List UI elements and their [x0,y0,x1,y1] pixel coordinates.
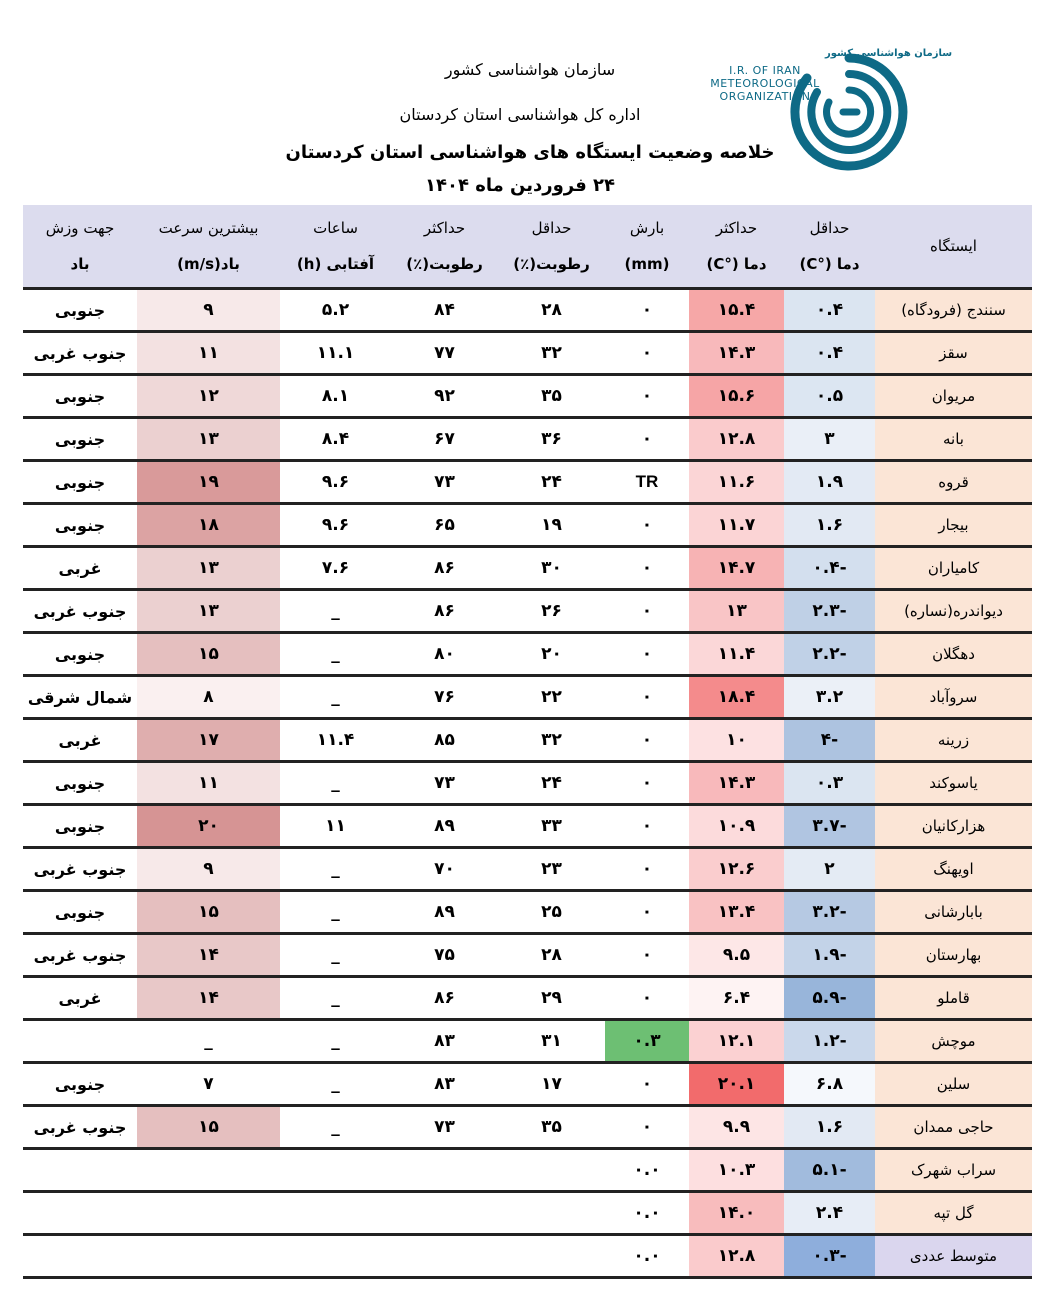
max-temp-cell: ۱۳.۴ [689,891,784,934]
wind-speed-cell: ۱۳ [137,590,280,633]
min-humidity-cell: ۳۵ [498,1106,605,1149]
min-temp-cell: ۱.۹ [784,461,875,504]
wind-speed-cell: ۱۹ [137,461,280,504]
max-humidity-cell: ۷۶ [391,676,498,719]
wind-direction-cell: جنوب غربی [23,332,137,375]
min-humidity-cell [498,1149,605,1192]
max-temp-cell: ۶.۴ [689,977,784,1020]
max-temp-cell: ۲۰.۱ [689,1063,784,1106]
station-name-cell: بانه [875,418,1032,461]
table-row [23,762,1032,805]
precipitation-cell: ۰ [605,676,689,719]
station-name-cell: بهارستان [875,934,1032,977]
report-title: خلاصه وضعیت ایستگاه های هواشناسی استان کردستان [285,142,775,163]
min-temp-cell: -۲.۲ [784,633,875,676]
max-temp-cell: ۱۲.۸ [689,1235,784,1278]
max-temp-cell: ۱۱.۶ [689,461,784,504]
min-temp-cell: ۱.۶ [784,1106,875,1149]
min-humidity-cell: ۳۲ [498,719,605,762]
weather-stations-table [23,205,1032,1279]
sunshine-cell: _ [280,676,391,719]
wind-direction-cell [23,1020,137,1063]
max-humidity-cell [391,1192,498,1235]
wind-speed-cell [137,1192,280,1235]
column-header-line-2: دما (°C) [799,255,860,273]
min-humidity-cell: ۳۶ [498,418,605,461]
max-humidity-cell: ۷۷ [391,332,498,375]
sunshine-cell: _ [280,590,391,633]
column-header-line-2: رطوبت(٪) [513,255,590,273]
min-temp-cell: ۰.۳ [784,762,875,805]
column-header-line-2: رطوبت(٪) [406,255,483,273]
table-row [23,676,1032,719]
max-humidity-cell: ۸۶ [391,977,498,1020]
wind-speed-cell: ۱۱ [137,332,280,375]
precipitation-cell: ۰ [605,977,689,1020]
min-temp-cell: ۰.۴ [784,289,875,332]
table-row [23,1149,1032,1192]
max-humidity-cell: ۶۵ [391,504,498,547]
wind-direction-cell: جنوب غربی [23,848,137,891]
column-header-max-wind-speed [137,205,280,289]
precipitation-cell: ۰ [605,418,689,461]
station-name-cell: سلین [875,1063,1032,1106]
precipitation-cell: ۰ [605,1063,689,1106]
sunshine-cell: ۸.۱ [280,375,391,418]
sunshine-cell: ۹.۶ [280,504,391,547]
column-header-line-2: باد(m/s) [177,255,240,273]
station-name-cell: قاملو [875,977,1032,1020]
station-name-cell: حاجی ممدان [875,1106,1032,1149]
organization-name: سازمان هواشناسی کشور [444,60,616,79]
sunshine-cell: _ [280,848,391,891]
min-temp-cell: -۴ [784,719,875,762]
max-temp-cell: ۱۴.۰ [689,1192,784,1235]
precipitation-cell: ۰ [605,934,689,977]
max-humidity-cell: ۷۵ [391,934,498,977]
column-header-line-2: باد [70,255,90,273]
max-temp-cell: ۱۴.۳ [689,762,784,805]
table-row [23,977,1032,1020]
max-temp-cell: ۱۱.۷ [689,504,784,547]
station-name-cell: سقز [875,332,1032,375]
wind-direction-cell: جنوبی [23,633,137,676]
table-row [23,289,1032,332]
wind-direction-cell [23,1235,137,1278]
min-humidity-cell: ۲۴ [498,762,605,805]
min-temp-cell: ۱.۶ [784,504,875,547]
min-temp-cell: -۰.۴ [784,547,875,590]
max-humidity-cell [391,1149,498,1192]
report-header [0,0,1053,205]
sunshine-cell: _ [280,762,391,805]
wind-speed-cell: ۱۴ [137,934,280,977]
table-row [23,504,1032,547]
min-humidity-cell: ۳۵ [498,375,605,418]
table-row [23,461,1032,504]
max-humidity-cell: ۸۹ [391,891,498,934]
precipitation-cell: ۰ [605,805,689,848]
precipitation-cell: ۰.۰ [605,1192,689,1235]
wind-speed-cell [137,1149,280,1192]
max-humidity-cell: ۹۲ [391,375,498,418]
wind-direction-cell: غربی [23,547,137,590]
precipitation-cell: ۰.۳ [605,1020,689,1063]
wind-speed-cell: ۱۵ [137,891,280,934]
sunshine-cell: _ [280,1106,391,1149]
wind-speed-cell: ۱۲ [137,375,280,418]
min-humidity-cell: ۳۲ [498,332,605,375]
min-temp-cell: -۳.۲ [784,891,875,934]
wind-direction-cell: جنوبی [23,418,137,461]
sunshine-cell: _ [280,891,391,934]
table-row [23,1106,1032,1149]
max-humidity-cell: ۶۷ [391,418,498,461]
column-header-line-1: حداقل [531,219,572,237]
station-name-cell: بابارشانی [875,891,1032,934]
station-name-cell: بیجار [875,504,1032,547]
wind-direction-cell: جنوب غربی [23,934,137,977]
column-header-line-2: (mm) [624,255,670,273]
min-humidity-cell: ۲۲ [498,676,605,719]
precipitation-cell: ۰ [605,547,689,590]
sunshine-cell: _ [280,1063,391,1106]
wind-direction-cell: جنوبی [23,461,137,504]
wind-speed-cell: ۱۳ [137,547,280,590]
table-row [23,848,1032,891]
max-temp-cell: ۱۲.۸ [689,418,784,461]
column-header-line-1: ایستگاه [930,237,977,255]
table-row [23,934,1032,977]
min-temp-cell: ۳ [784,418,875,461]
table-row [23,1063,1032,1106]
min-temp-cell: ۰.۴ [784,332,875,375]
wind-speed-cell: ۷ [137,1063,280,1106]
wind-direction-cell [23,1149,137,1192]
column-header-precipitation [605,205,689,289]
max-temp-cell: ۱۳ [689,590,784,633]
station-name-cell: هزارکانیان [875,805,1032,848]
table-row [23,375,1032,418]
precipitation-cell: ۰ [605,891,689,934]
min-temp-cell: -۵.۱ [784,1149,875,1192]
min-temp-cell: -۲.۳ [784,590,875,633]
min-humidity-cell: ۲۰ [498,633,605,676]
wind-speed-cell: _ [137,1020,280,1063]
max-humidity-cell: ۸۳ [391,1063,498,1106]
wind-speed-cell: ۱۱ [137,762,280,805]
sunshine-cell: _ [280,934,391,977]
precipitation-cell: ۰.۰ [605,1235,689,1278]
table-body [23,289,1032,1278]
max-humidity-cell: ۸۰ [391,633,498,676]
max-temp-cell: ۱۰.۳ [689,1149,784,1192]
column-header-line-1: حداقل [809,219,850,237]
station-name-cell: سراب شهرک [875,1149,1032,1192]
column-header-max-humidity [391,205,498,289]
table-row [23,805,1032,848]
wind-direction-cell: جنوب غربی [23,1106,137,1149]
precipitation-cell: ۰ [605,289,689,332]
precipitation-cell: ۰ [605,504,689,547]
wind-direction-cell: جنوبی [23,1063,137,1106]
wind-speed-cell: ۲۰ [137,805,280,848]
sunshine-cell [280,1192,391,1235]
min-humidity-cell: ۲۴ [498,461,605,504]
max-temp-cell: ۱۱.۴ [689,633,784,676]
station-name-cell: قروه [875,461,1032,504]
precipitation-cell: ۰.۰ [605,1149,689,1192]
station-name-cell: گل تپه [875,1192,1032,1235]
wind-direction-cell [23,1192,137,1235]
table-row [23,332,1032,375]
min-humidity-cell: ۲۸ [498,289,605,332]
min-temp-cell: -۱.۲ [784,1020,875,1063]
max-humidity-cell: ۸۵ [391,719,498,762]
column-header-line-1: جهت وزش [45,219,115,237]
precipitation-cell: ۰ [605,332,689,375]
station-name-cell: سروآباد [875,676,1032,719]
station-name-cell: سنندج (فرودگاه) [875,289,1032,332]
column-header-line-1: بیشترین سرعت [158,219,259,237]
max-temp-cell: ۱۸.۴ [689,676,784,719]
station-name-cell: متوسط عددی [875,1235,1032,1278]
logo-persian-text: سازمان هواشناسی کشور [825,48,953,59]
min-temp-cell: -۳.۷ [784,805,875,848]
max-humidity-cell: ۸۹ [391,805,498,848]
max-humidity-cell [391,1235,498,1278]
table-row [23,547,1032,590]
precipitation-cell: ۰ [605,1106,689,1149]
max-humidity-cell: ۷۳ [391,461,498,504]
sunshine-cell: ۵.۲ [280,289,391,332]
station-name-cell: موچش [875,1020,1032,1063]
department-name: اداره کل هواشناسی استان کردستان [399,105,641,124]
column-header-line-1: ساعات [313,219,358,237]
table-row [23,590,1032,633]
sunshine-cell: ۸.۴ [280,418,391,461]
wind-speed-cell: ۱۳ [137,418,280,461]
min-temp-cell: -۱.۹ [784,934,875,977]
column-header-line-1: حداکثر [715,219,758,237]
wind-speed-cell: ۹ [137,289,280,332]
average-row [23,1235,1032,1278]
table-row [23,891,1032,934]
min-humidity-cell: ۳۳ [498,805,605,848]
wind-direction-cell: جنوبی [23,805,137,848]
station-name-cell: مریوان [875,375,1032,418]
wind-speed-cell: ۱۵ [137,633,280,676]
station-name-cell: دیواندره(نساره) [875,590,1032,633]
min-humidity-cell [498,1192,605,1235]
station-name-cell: کامیاران [875,547,1032,590]
max-temp-cell: ۱۰.۹ [689,805,784,848]
max-temp-cell: ۱۲.۶ [689,848,784,891]
wind-speed-cell: ۱۴ [137,977,280,1020]
min-humidity-cell: ۳۱ [498,1020,605,1063]
wind-direction-cell: جنوبی [23,762,137,805]
wind-direction-cell: غربی [23,977,137,1020]
precipitation-cell: ۰ [605,719,689,762]
precipitation-cell: ۰ [605,762,689,805]
table-row [23,719,1032,762]
column-header-line-2: آفتابی (h) [296,255,375,273]
logo-text-line-3: ORGANIZATION [719,90,811,103]
column-header-station [875,205,1032,289]
min-humidity-cell: ۳۰ [498,547,605,590]
max-temp-cell: ۱۵.۴ [689,289,784,332]
meteorological-organization-logo [695,40,953,180]
min-humidity-cell: ۲۶ [498,590,605,633]
min-temp-cell: ۰.۵ [784,375,875,418]
max-humidity-cell: ۷۳ [391,762,498,805]
wind-direction-cell: جنوبی [23,504,137,547]
wind-speed-cell: ۹ [137,848,280,891]
precipitation-cell: ۰ [605,848,689,891]
logo-text-line-2: METEOROLOGICAL [710,77,820,90]
sunshine-cell [280,1149,391,1192]
table-header-row [23,205,1032,289]
min-temp-cell: ۶.۸ [784,1063,875,1106]
column-header-min-temp [784,205,875,289]
sunshine-cell: ۱۱.۴ [280,719,391,762]
min-humidity-cell: ۲۸ [498,934,605,977]
precipitation-cell: ۰ [605,375,689,418]
max-temp-cell: ۱۴.۷ [689,547,784,590]
station-name-cell: اویهنگ [875,848,1032,891]
table-row [23,1192,1032,1235]
sunshine-cell: ۱۱ [280,805,391,848]
column-header-wind-direction [23,205,137,289]
wind-speed-cell [137,1235,280,1278]
wind-direction-cell: جنوبی [23,891,137,934]
sunshine-cell: ۹.۶ [280,461,391,504]
station-name-cell: یاسوکند [875,762,1032,805]
column-header-sunshine-hours [280,205,391,289]
logo-text-line-1: I.R. OF IRAN [729,64,801,77]
sunshine-cell: ۷.۶ [280,547,391,590]
min-temp-cell: -۵.۹ [784,977,875,1020]
report-date: ۲۴ فروردین ماه ۱۴۰۴ [425,175,615,196]
sunshine-cell [280,1235,391,1278]
min-temp-cell: ۲.۴ [784,1192,875,1235]
precipitation-cell: ۰ [605,590,689,633]
precipitation-cell: ۰ [605,633,689,676]
max-humidity-cell: ۸۴ [391,289,498,332]
min-humidity-cell: ۱۷ [498,1063,605,1106]
max-humidity-cell: ۸۳ [391,1020,498,1063]
max-humidity-cell: ۸۶ [391,590,498,633]
wind-speed-cell: ۱۸ [137,504,280,547]
max-temp-cell: ۱۲.۱ [689,1020,784,1063]
max-humidity-cell: ۸۶ [391,547,498,590]
wind-direction-cell: جنوب غربی [23,590,137,633]
max-humidity-cell: ۷۳ [391,1106,498,1149]
spiral-logo-icon [787,50,912,175]
table-row [23,1020,1032,1063]
wind-direction-cell: شمال شرقی [23,676,137,719]
column-header-line-1: بارش [629,219,665,237]
sunshine-cell: _ [280,1020,391,1063]
table-row [23,633,1032,676]
max-humidity-cell: ۷۰ [391,848,498,891]
column-header-max-temp [689,205,784,289]
max-temp-cell: ۱۰ [689,719,784,762]
wind-speed-cell: ۸ [137,676,280,719]
wind-speed-cell: ۱۷ [137,719,280,762]
min-humidity-cell: ۲۵ [498,891,605,934]
min-temp-cell: -۰.۳ [784,1235,875,1278]
min-temp-cell: ۲ [784,848,875,891]
column-header-min-humidity [498,205,605,289]
min-humidity-cell: ۱۹ [498,504,605,547]
min-temp-cell: ۳.۲ [784,676,875,719]
wind-speed-cell: ۱۵ [137,1106,280,1149]
station-name-cell: دهگلان [875,633,1032,676]
min-humidity-cell: ۲۳ [498,848,605,891]
column-header-line-1: حداکثر [423,219,466,237]
sunshine-cell: ۱۱.۱ [280,332,391,375]
max-temp-cell: ۹.۹ [689,1106,784,1149]
max-temp-cell: ۹.۵ [689,934,784,977]
column-header-line-2: دما (°C) [706,255,767,273]
max-temp-cell: ۱۵.۶ [689,375,784,418]
wind-direction-cell: جنوبی [23,375,137,418]
wind-direction-cell: جنوبی [23,289,137,332]
min-humidity-cell: ۲۹ [498,977,605,1020]
wind-direction-cell: غربی [23,719,137,762]
sunshine-cell: _ [280,977,391,1020]
sunshine-cell: _ [280,633,391,676]
table-row [23,418,1032,461]
min-humidity-cell [498,1235,605,1278]
max-temp-cell: ۱۴.۳ [689,332,784,375]
station-name-cell: زرینه [875,719,1032,762]
precipitation-cell: TR [605,461,689,504]
